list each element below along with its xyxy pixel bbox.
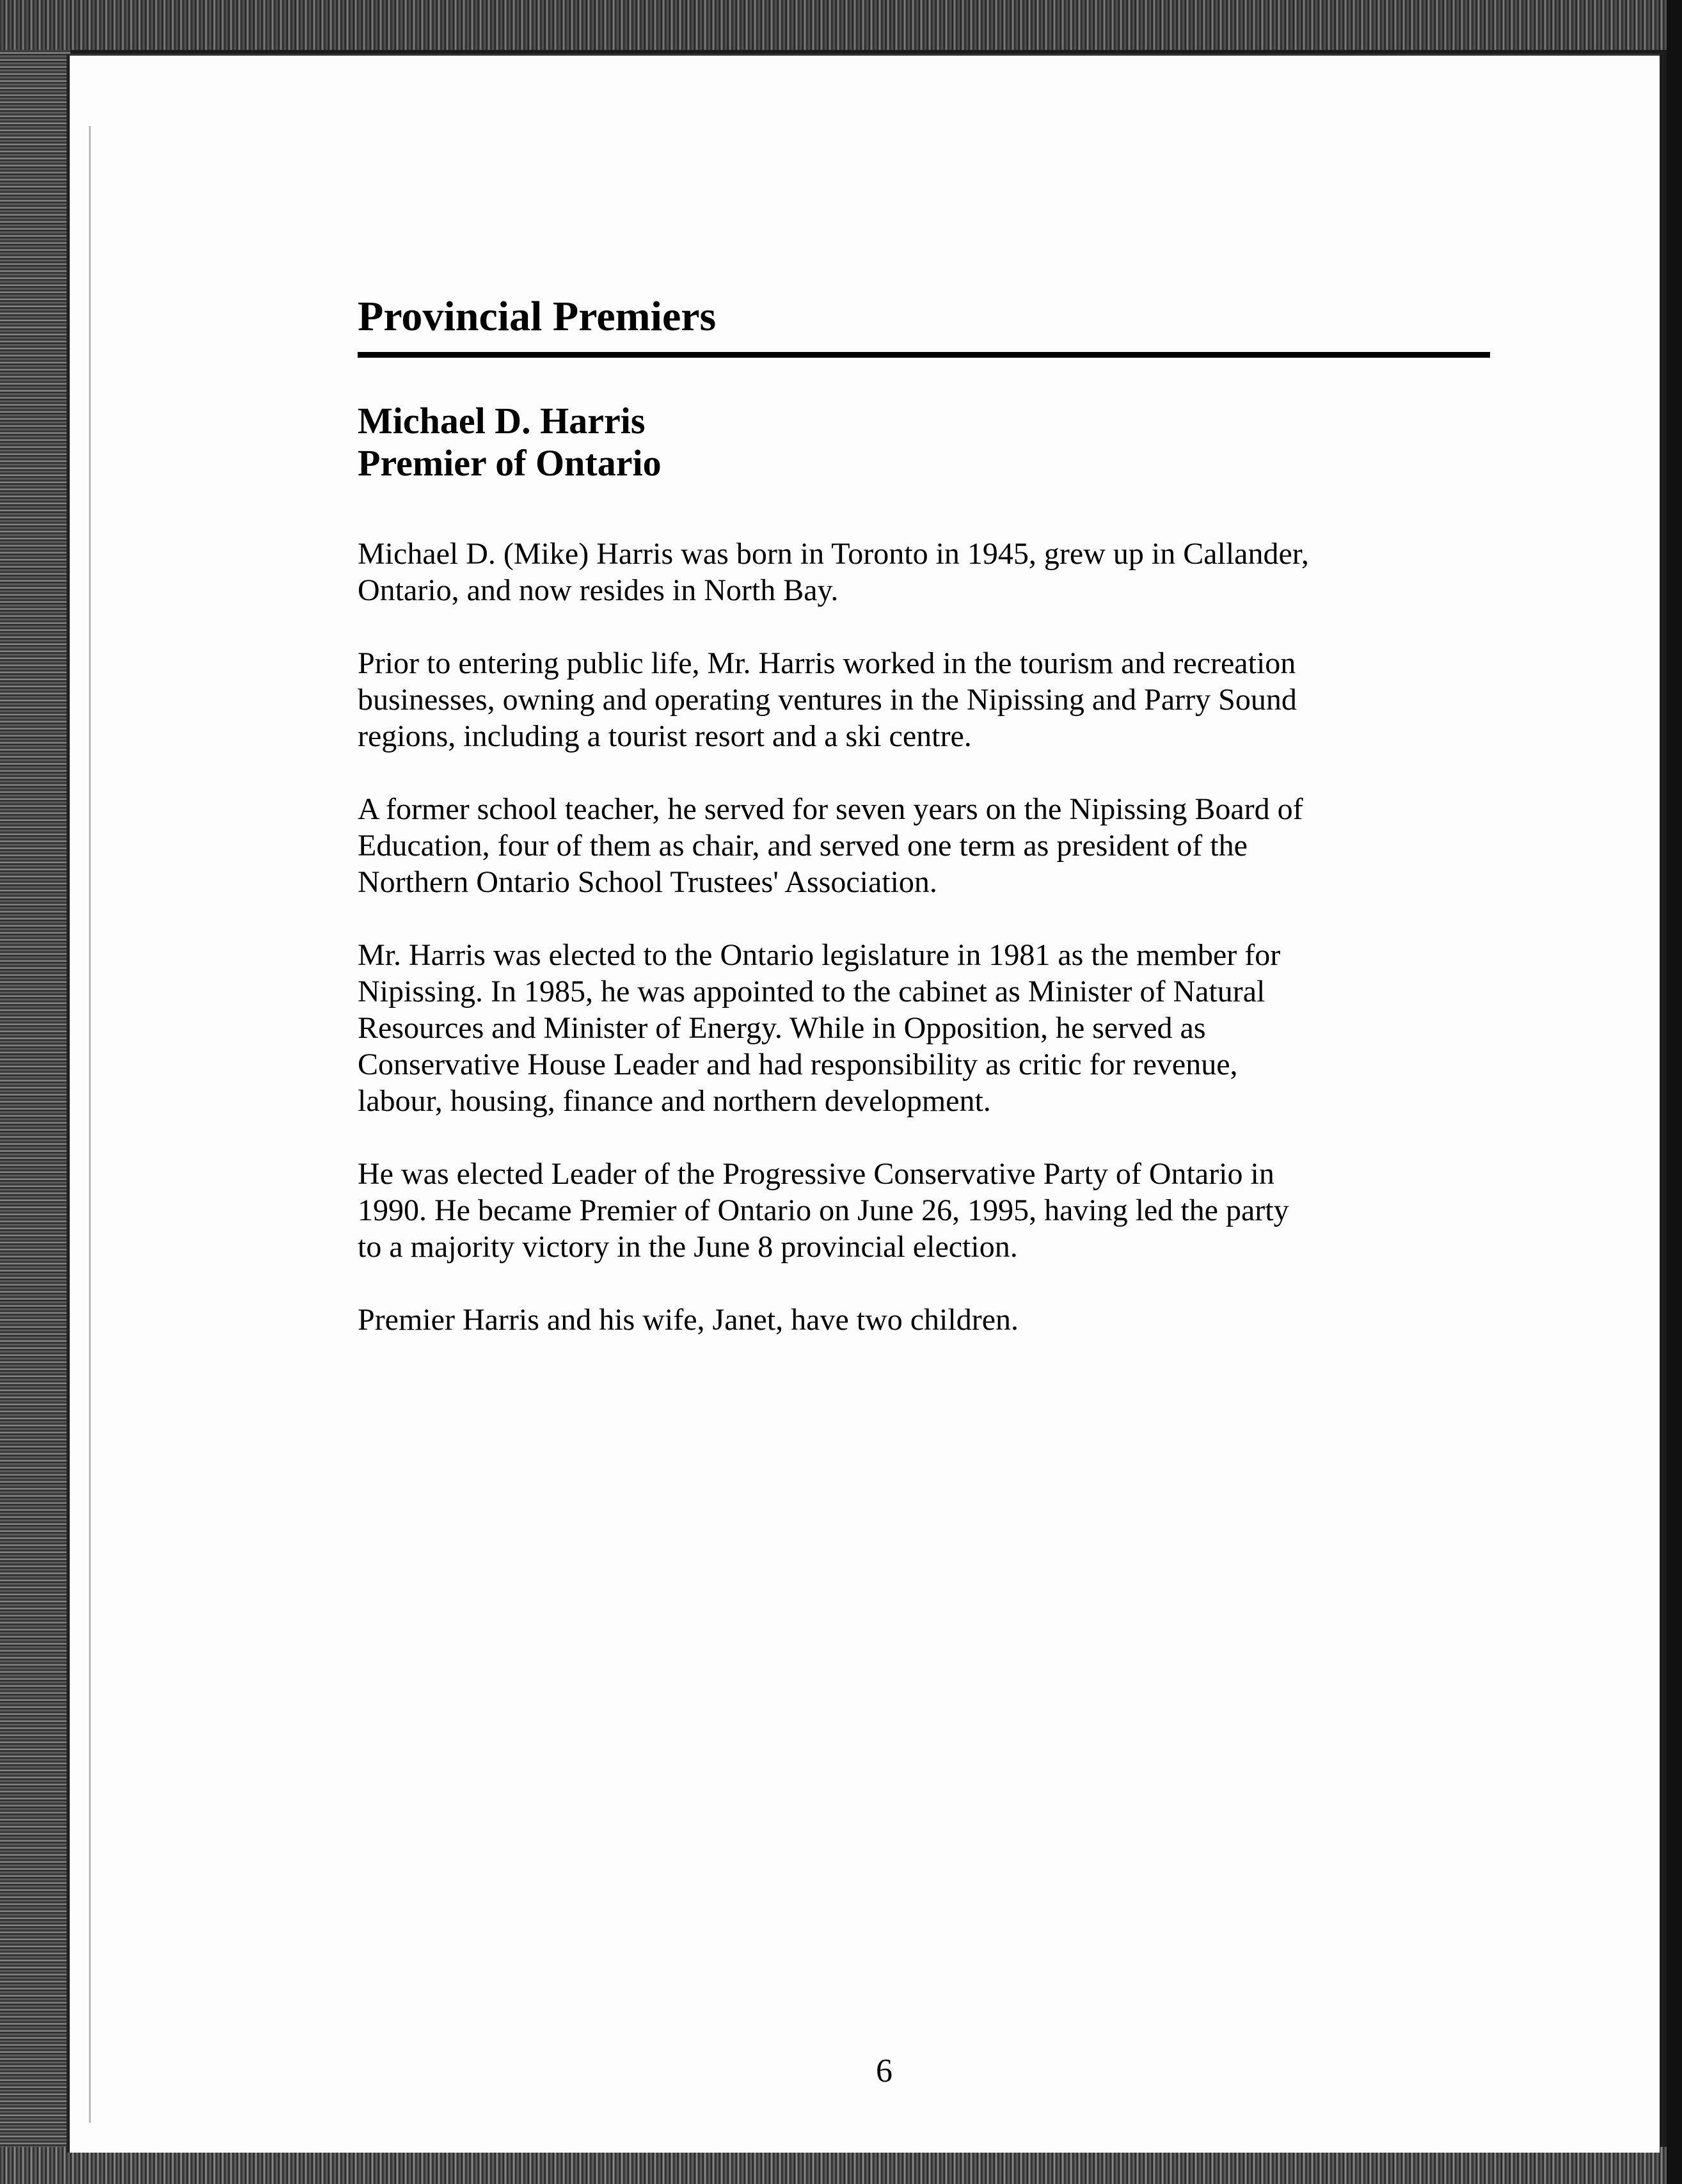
scan-border-left	[0, 0, 70, 2184]
page-edge-line	[89, 126, 91, 2123]
scan-border-right	[1667, 0, 1682, 2184]
paragraph-education: A former school teacher, he served for seven years on the Nipissing Board of Education, four of them as chair, and served one term as president of the Northern Ontario School Trustees' Association.	[358, 792, 1303, 899]
person-role: Premier of Ontario	[358, 442, 662, 484]
paragraph-family: Premier Harris and his wife, Janet, have two children.	[358, 1303, 1019, 1337]
person-name: Michael D. Harris	[358, 400, 646, 442]
page-number: 6	[876, 2053, 893, 2089]
paragraph-legislature: Mr. Harris was elected to the Ontario legislature in 1981 as the member for Nipissing. In 1985, he was appointed to the cabinet as Minister of Natural Resources and Minister of Energy. While in Opposition, he served as Conservative House Leader and had responsibility as critic for revenue, labour, housing, finance and northern development.	[358, 938, 1281, 1118]
section-title: Provincial Premiers	[358, 296, 1490, 358]
paragraph-career: Prior to entering public life, Mr. Harris worked in the tourism and recreation businesses, owning and operating ventures in the Nipissing and Parry Sound regions, including a tourist resort and a ski centre.	[358, 646, 1297, 753]
paragraph-leadership: He was elected Leader of the Progressive Conservative Party of Ontario in 1990. He became Premier of Ontario on June 26, 1995, having led the party to a majority victory in the June 8 provincial election.	[358, 1157, 1289, 1264]
document-page	[67, 54, 1660, 2153]
scan-border-top	[0, 0, 1682, 50]
page-content	[358, 293, 1490, 1338]
paragraph-birth: Michael D. (Mike) Harris was born in Toronto in 1945, grew up in Callander, Ontario, and now resides in North Bay.	[358, 537, 1309, 607]
